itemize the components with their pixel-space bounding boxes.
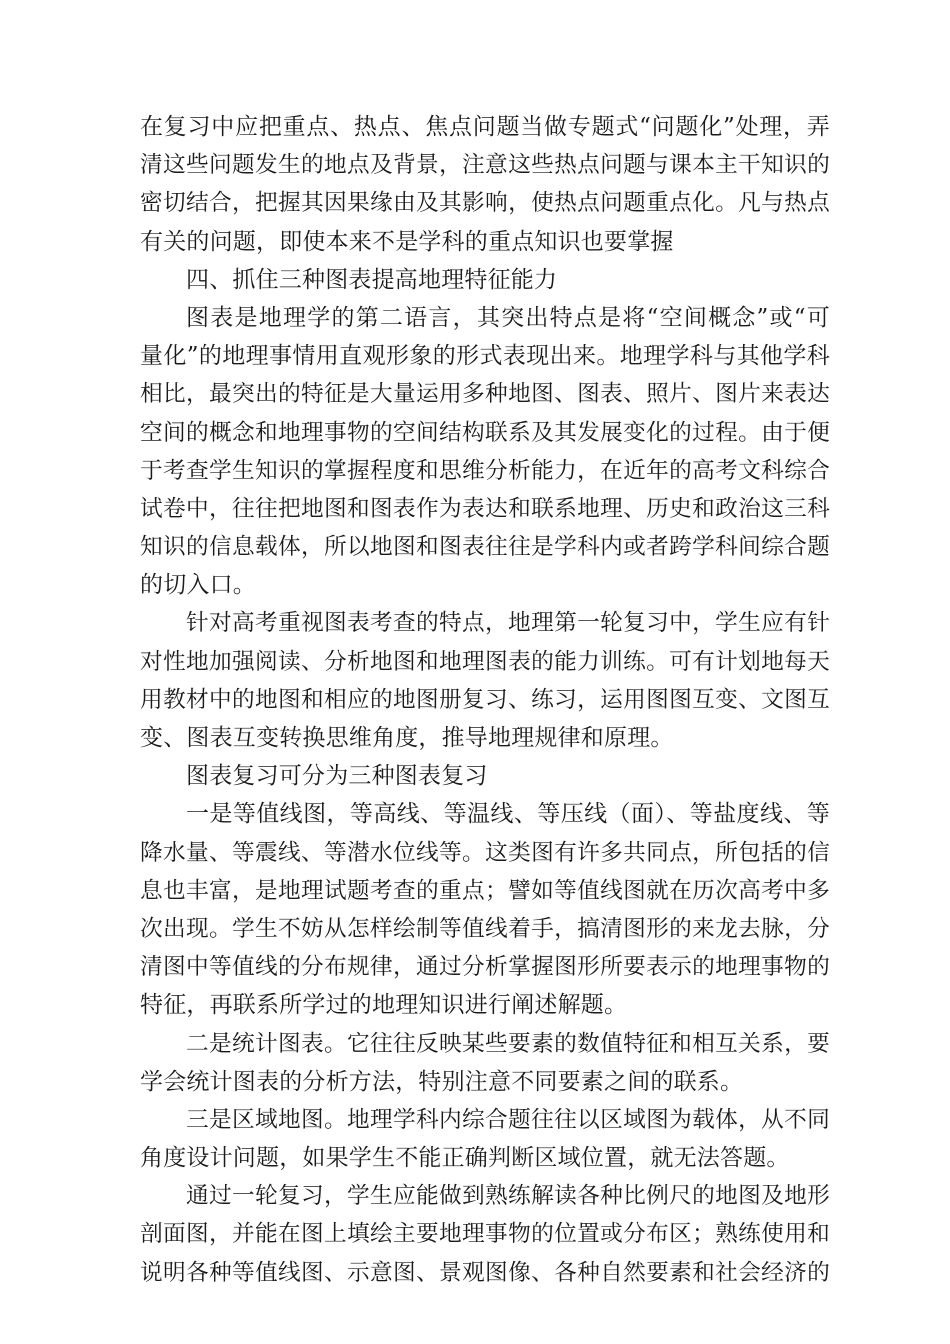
text-line: 用教材中的地图和相应的地图册复习、练习，运用图图互变、文图互 — [140, 686, 830, 713]
text-line: 二是统计图表。它往往反映某些要素的数值特征和相互关系，要 — [186, 1030, 830, 1057]
text-line: 清这些问题发生的地点及背景，注意这些热点问题与课本主干知识的 — [140, 152, 830, 179]
text-line: 图表是地理学的第二语言，其突出特点是将“空间概念”或“可 — [186, 304, 830, 331]
text-line: 试卷中，往往把地图和图表作为表达和联系地理、历史和政治这三科 — [140, 495, 830, 522]
body-text — [140, 108, 830, 1292]
text-line: 学会统计图表的分析方法，特别注意不同要素之间的联系。 — [140, 1068, 744, 1095]
text-line: 说明各种等值线图、示意图、景观图像、各种自然要素和社会经济的 — [140, 1259, 830, 1286]
text-line: 有关的问题，即使本来不是学科的重点知识也要掌握 — [140, 228, 674, 255]
text-line: 三是区域地图。地理学科内综合题往往以区域图为载体，从不同 — [186, 1106, 830, 1133]
text-line: 对性地加强阅读、分析地图和地理图表的能力训练。可有计划地每天 — [140, 648, 830, 675]
text-line: 降水量、等震线、等潜水位线等。这类图有许多共同点，所包括的信 — [140, 839, 830, 866]
text-line: 特征，再联系所学过的地理知识进行阐述解题。 — [140, 992, 628, 1019]
text-line: 四、抓住三种图表提高地理特征能力 — [186, 266, 558, 293]
text-line: 一是等值线图，等高线、等温线、等压线（面）、等盐度线、等 — [186, 801, 830, 828]
text-line: 角度设计问题，如果学生不能正确判断区域位置，就无法答题。 — [140, 1145, 790, 1172]
text-line: 息也丰富，是地理试题考查的重点；譬如等值线图就在历次高考中多 — [140, 877, 830, 904]
text-line: 变、图表互变转换思维角度，推导地理规律和原理。 — [140, 725, 674, 751]
text-line: 通过一轮复习，学生应能做到熟练解读各种比例尺的地图及地形 — [186, 1183, 830, 1210]
text-line: 的切入口。 — [140, 572, 256, 599]
text-line: 在复习中应把重点、热点、焦点问题当做专题式“问题化”处理，弄 — [140, 114, 830, 140]
text-line: 针对高考重视图表考查的特点，地理第一轮复习中，学生应有针 — [186, 610, 830, 637]
text-line: 密切结合，把握其因果缘由及其影响，使热点问题重点化。凡与热点 — [140, 190, 830, 217]
text-line: 量化”的地理事情用直观形象的形式表现出来。地理学科与其他学科 — [140, 343, 830, 370]
text-line: 空间的概念和地理事物的空间结构联系及其发展变化的过程。由于便 — [140, 419, 830, 446]
text-line: 知识的信息载体，所以地图和图表往往是学科内或者跨学科间综合题 — [140, 534, 830, 561]
text-line: 清图中等值线的分布规律，通过分析掌握图形所要表示的地理事物的 — [140, 954, 830, 981]
text-line: 图表复习可分为三种图表复习 — [186, 763, 488, 790]
text-line: 次出现。学生不妨从怎样绘制等值线着手，搞清图形的来龙去脉，分 — [140, 915, 830, 942]
text-line: 相比，最突出的特征是大量运用多种地图、图表、照片、图片来表达 — [140, 381, 830, 408]
text-line: 剖面图，并能在图上填绘主要地理事物的位置或分布区；熟练使用和 — [140, 1221, 830, 1248]
text-line: 于考查学生知识的掌握程度和思维分析能力，在近年的高考文科综合 — [140, 457, 830, 484]
